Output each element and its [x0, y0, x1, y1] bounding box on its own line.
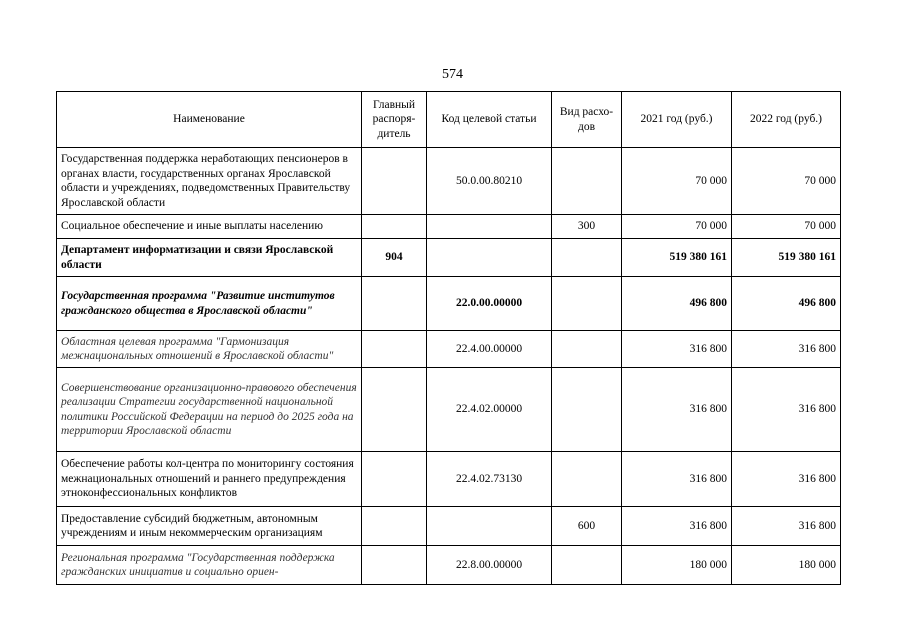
header-target-code: Код целевой статьи	[427, 92, 552, 148]
row-name: Государственная поддержка неработающих пенсионеров в органах власти, государственных органах Ярославской области и учреждениях, подведомственных Правительству Ярославской области	[57, 148, 362, 215]
row-manager	[362, 277, 427, 331]
row-manager	[362, 546, 427, 585]
table-row	[57, 239, 841, 277]
row-2021: 316 800	[622, 452, 732, 507]
row-name: Областная целевая программа "Гармонизация межнациональных отношений в Ярославской области"	[57, 331, 362, 368]
row-2021: 316 800	[622, 368, 732, 452]
header-2021: 2021 год (руб.)	[622, 92, 732, 148]
row-expense-type	[552, 546, 622, 585]
row-code	[427, 239, 552, 277]
header-name: Наименование	[57, 92, 362, 148]
row-manager	[362, 452, 427, 507]
row-name: Обеспечение работы кол-центра по мониторингу состояния межнациональных отношений и раннего предупреждения этноконфессиональных конфликтов	[57, 452, 362, 507]
row-expense-type	[552, 331, 622, 368]
row-manager	[362, 368, 427, 452]
table-row	[57, 507, 841, 546]
table-row	[57, 277, 841, 331]
header-row	[57, 92, 841, 148]
row-2022: 519 380 161	[732, 239, 841, 277]
row-2021: 70 000	[622, 215, 732, 239]
row-code: 22.4.02.73130	[427, 452, 552, 507]
budget-table	[56, 91, 841, 585]
row-2022: 316 800	[732, 331, 841, 368]
row-manager	[362, 507, 427, 546]
row-2021: 70 000	[622, 148, 732, 215]
row-2022: 70 000	[732, 148, 841, 215]
row-name: Совершенствование организационно-правового обеспечения реализации Стратегии государственной национальной политики Российской Федерации на период до 2025 года на территории Ярославской области	[57, 368, 362, 452]
row-expense-type: 600	[552, 507, 622, 546]
row-name: Предоставление субсидий бюджетным, автономным учреждениям и иным некоммерческим организациям	[57, 507, 362, 546]
row-name: Социальное обеспечение и иные выплаты населению	[57, 215, 362, 239]
row-2022: 70 000	[732, 215, 841, 239]
row-code: 22.0.00.00000	[427, 277, 552, 331]
row-2021: 519 380 161	[622, 239, 732, 277]
row-2021: 180 000	[622, 546, 732, 585]
row-code: 22.8.00.00000	[427, 546, 552, 585]
row-expense-type: 300	[552, 215, 622, 239]
row-2022: 316 800	[732, 452, 841, 507]
row-name: Департамент информатизации и связи Ярославской области	[57, 239, 362, 277]
table-row	[57, 546, 841, 585]
table-row	[57, 452, 841, 507]
row-code: 22.4.00.00000	[427, 331, 552, 368]
row-expense-type	[552, 368, 622, 452]
row-2022: 496 800	[732, 277, 841, 331]
row-code	[427, 507, 552, 546]
row-expense-type	[552, 239, 622, 277]
row-code: 50.0.00.80210	[427, 148, 552, 215]
row-manager	[362, 215, 427, 239]
row-2021: 316 800	[622, 331, 732, 368]
table-row	[57, 148, 841, 215]
row-manager: 904	[362, 239, 427, 277]
header-2022: 2022 год (руб.)	[732, 92, 841, 148]
header-expense-type: Вид расхо-дов	[552, 92, 622, 148]
table-row	[57, 331, 841, 368]
row-manager	[362, 331, 427, 368]
row-2022: 180 000	[732, 546, 841, 585]
row-name: Государственная программа "Развитие институтов гражданского общества в Ярославской области"	[57, 277, 362, 331]
row-expense-type	[552, 148, 622, 215]
table-row	[57, 368, 841, 452]
row-2021: 496 800	[622, 277, 732, 331]
row-2022: 316 800	[732, 368, 841, 452]
row-code	[427, 215, 552, 239]
row-manager	[362, 148, 427, 215]
row-name: Региональная программа "Государственная поддержка гражданских инициатив и социально ориен-	[57, 546, 362, 585]
page-number: 574	[442, 67, 463, 82]
table-row	[57, 215, 841, 239]
header-main-manager: Главный распоря-дитель	[362, 92, 427, 148]
row-expense-type	[552, 452, 622, 507]
row-expense-type	[552, 277, 622, 331]
row-code: 22.4.02.00000	[427, 368, 552, 452]
row-2021: 316 800	[622, 507, 732, 546]
row-2022: 316 800	[732, 507, 841, 546]
